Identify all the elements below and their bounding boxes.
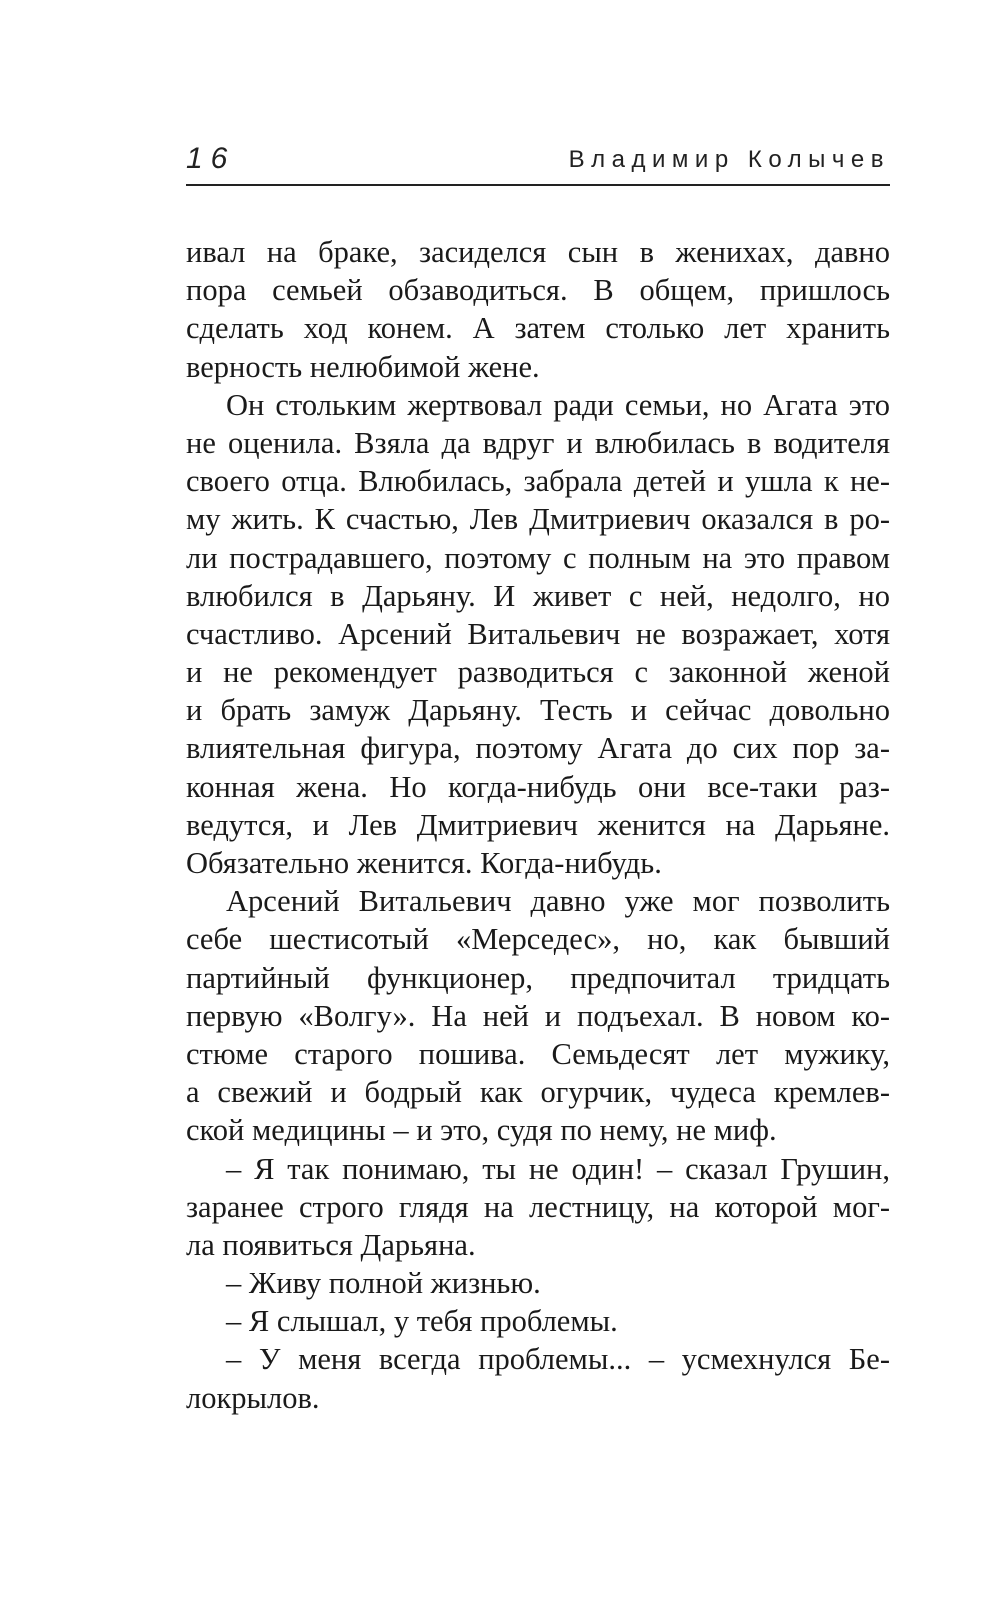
text-line: заранее строго глядя на лестницу, на которой мог- (186, 1189, 890, 1224)
text-line: влюбился в Дарьяну. И живет с ней, недолго, но (186, 578, 890, 613)
text-line: му жить. К счастью, Лев Дмитриевич оказался в ро- (186, 502, 890, 537)
text-line: – У меня всегда проблемы... – усмехнулся Бе- (226, 1342, 890, 1377)
text-line: Он стольким жертвовал ради семьи, но Агата это (226, 387, 890, 422)
text-line: локрылов. (186, 1380, 320, 1415)
body-text (186, 233, 890, 1417)
running-header (186, 136, 890, 186)
text-line: – Живу полной жизнью. (226, 1266, 541, 1301)
text-line: ла появиться Дарьяна. (186, 1227, 476, 1262)
text-line: партийный функционер, предпочитал тридцать (186, 960, 890, 995)
text-line: стюме старого пошива. Семьдесят лет мужику, (186, 1036, 890, 1071)
text-line: а свежий и бодрый как огурчик, чудеса кремлев- (186, 1075, 890, 1110)
text-line: сделать ход конем. А затем столько лет хранить (186, 311, 890, 346)
text-line: своего отца. Влюбилась, забрала детей и ушла к не- (186, 464, 890, 499)
text-line: ивал на браке, засиделся сын в женихах, давно (186, 235, 890, 269)
text-line: ли пострадавшего, поэтому с полным на это правом (186, 540, 890, 575)
text-line: не оценила. Взяла да вдруг и влюбилась в водителя (186, 425, 890, 460)
header-author: Владимир Колычев (568, 146, 890, 173)
text-line: счастливо. Арсений Витальевич не возражает, хотя (186, 616, 890, 651)
text-line: конная жена. Но когда-нибудь они все-таки раз- (186, 769, 890, 804)
text-line: первую «Волгу». На ней и подъехал. В новом ко- (186, 998, 890, 1033)
text-line: пора семьей обзаводиться. В общем, пришлось (186, 273, 890, 308)
text-line: Арсений Витальевич давно уже мог позволить (226, 884, 890, 919)
text-line: себе шестисотый «Мерседес», но, как бывший (186, 922, 890, 957)
page-number: 16 (186, 142, 236, 175)
text-line: и не рекомендует разводиться с законной женой (186, 655, 890, 690)
text-line: влиятельная фигура, поэтому Агата до сих пор за- (186, 731, 890, 766)
text-line: верность нелюбимой жене. (186, 349, 540, 384)
text-line: – Я так понимаю, ты не один! – сказал Грушин, (226, 1151, 890, 1186)
text-line: ской медицины – и это, судя по нему, не миф. (186, 1113, 777, 1148)
text-line: Обязательно женится. Когда-нибудь. (186, 846, 662, 880)
text-line: – Я слышал, у тебя проблемы. (226, 1304, 618, 1339)
text-line: и брать замуж Дарьяну. Тесть и сейчас довольно (186, 693, 890, 728)
text-line: ведутся, и Лев Дмитриевич женится на Дарьяне. (186, 807, 890, 842)
